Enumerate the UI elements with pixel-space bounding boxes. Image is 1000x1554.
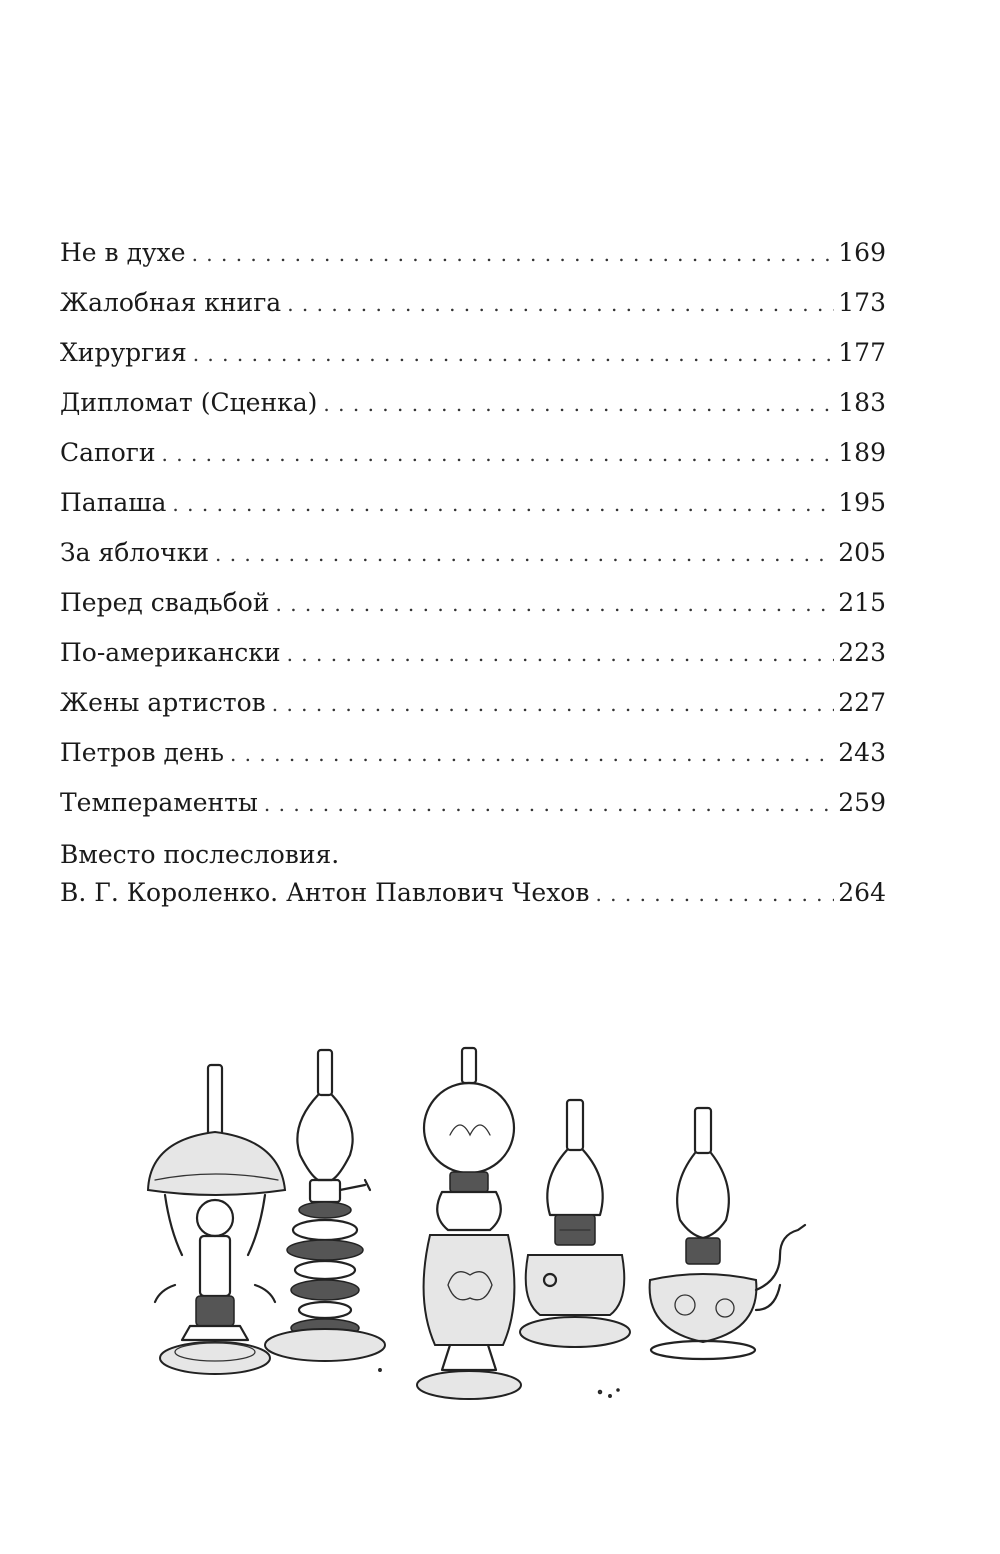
oil-lamp-tall-icon xyxy=(265,1050,385,1361)
toc-entry-page: 215 xyxy=(838,588,886,617)
dot-leader xyxy=(215,529,834,579)
toc-entry[interactable] xyxy=(60,528,886,578)
oil-lamp-bulb-icon xyxy=(520,1100,630,1347)
toc-entry[interactable] xyxy=(60,778,886,828)
toc-entry[interactable] xyxy=(60,378,886,428)
toc-entry-title: За яблочки xyxy=(60,538,209,567)
dot-leader xyxy=(162,429,835,479)
toc-entry[interactable] xyxy=(60,728,886,778)
dot-leader xyxy=(230,729,834,779)
dot-leader xyxy=(276,579,835,629)
toc-entry-title: По-американски xyxy=(60,638,281,667)
toc-entry[interactable] xyxy=(60,478,886,528)
oil-lamp-globe-icon xyxy=(417,1048,521,1399)
toc-entry-page: 195 xyxy=(838,488,886,517)
toc-entry-page: 177 xyxy=(838,338,886,367)
toc-entry[interactable] xyxy=(60,578,886,628)
oil-lamps-drawing xyxy=(130,1040,820,1430)
toc-entry-page: 169 xyxy=(838,238,886,267)
toc-entry-afterword[interactable] xyxy=(60,836,886,913)
dot-leader xyxy=(193,329,835,379)
toc-entry[interactable] xyxy=(60,428,886,478)
toc-entry-title: Папаша xyxy=(60,488,167,517)
toc-entry[interactable] xyxy=(60,628,886,678)
toc-entry-page: 183 xyxy=(838,388,886,417)
afterword-page: 264 xyxy=(838,878,886,907)
oil-lamp-shade-icon xyxy=(148,1065,285,1374)
dot-leader xyxy=(192,229,835,279)
toc-entry[interactable] xyxy=(60,278,886,328)
dot-leader xyxy=(264,779,834,829)
toc-entry-page: 243 xyxy=(838,738,886,767)
toc-entry-title: Жалобная книга xyxy=(60,288,282,317)
afterword-title: В. Г. Короленко. Антон Павлович Чехов xyxy=(60,878,590,907)
dot-leader xyxy=(287,629,835,679)
dot-leader xyxy=(595,875,834,913)
toc-entry-page: 259 xyxy=(838,788,886,817)
oil-lamp-chamber-icon xyxy=(650,1108,805,1359)
toc-entry-page: 227 xyxy=(838,688,886,717)
oil-lamps-illustration xyxy=(130,1040,820,1430)
dot-leader xyxy=(172,479,834,529)
toc-entry[interactable] xyxy=(60,678,886,728)
toc-entry-page: 173 xyxy=(838,288,886,317)
toc-entry-title: Перед свадьбой xyxy=(60,588,270,617)
toc-entry-title: Жены артистов xyxy=(60,688,266,717)
dot-leader xyxy=(287,279,834,329)
table-of-contents xyxy=(60,228,886,913)
toc-entry[interactable] xyxy=(60,228,886,278)
afterword-line xyxy=(60,874,886,913)
afterword-heading: Вместо послесловия. xyxy=(60,840,340,869)
toc-entry-title: Хирургия xyxy=(60,338,187,367)
toc-entry[interactable] xyxy=(60,328,886,378)
toc-entry-title: Сапоги xyxy=(60,438,156,467)
toc-entry-title: Петров день xyxy=(60,738,224,767)
toc-entry-page: 189 xyxy=(838,438,886,467)
toc-entry-page: 223 xyxy=(838,638,886,667)
dot-leader xyxy=(272,679,835,729)
toc-entry-title: Не в духе xyxy=(60,238,186,267)
dot-leader xyxy=(323,379,834,429)
toc-entry-title: Дипломат (Сценка) xyxy=(60,388,318,417)
toc-entry-page: 205 xyxy=(838,538,886,567)
toc-entry-title: Темпераменты xyxy=(60,788,258,817)
